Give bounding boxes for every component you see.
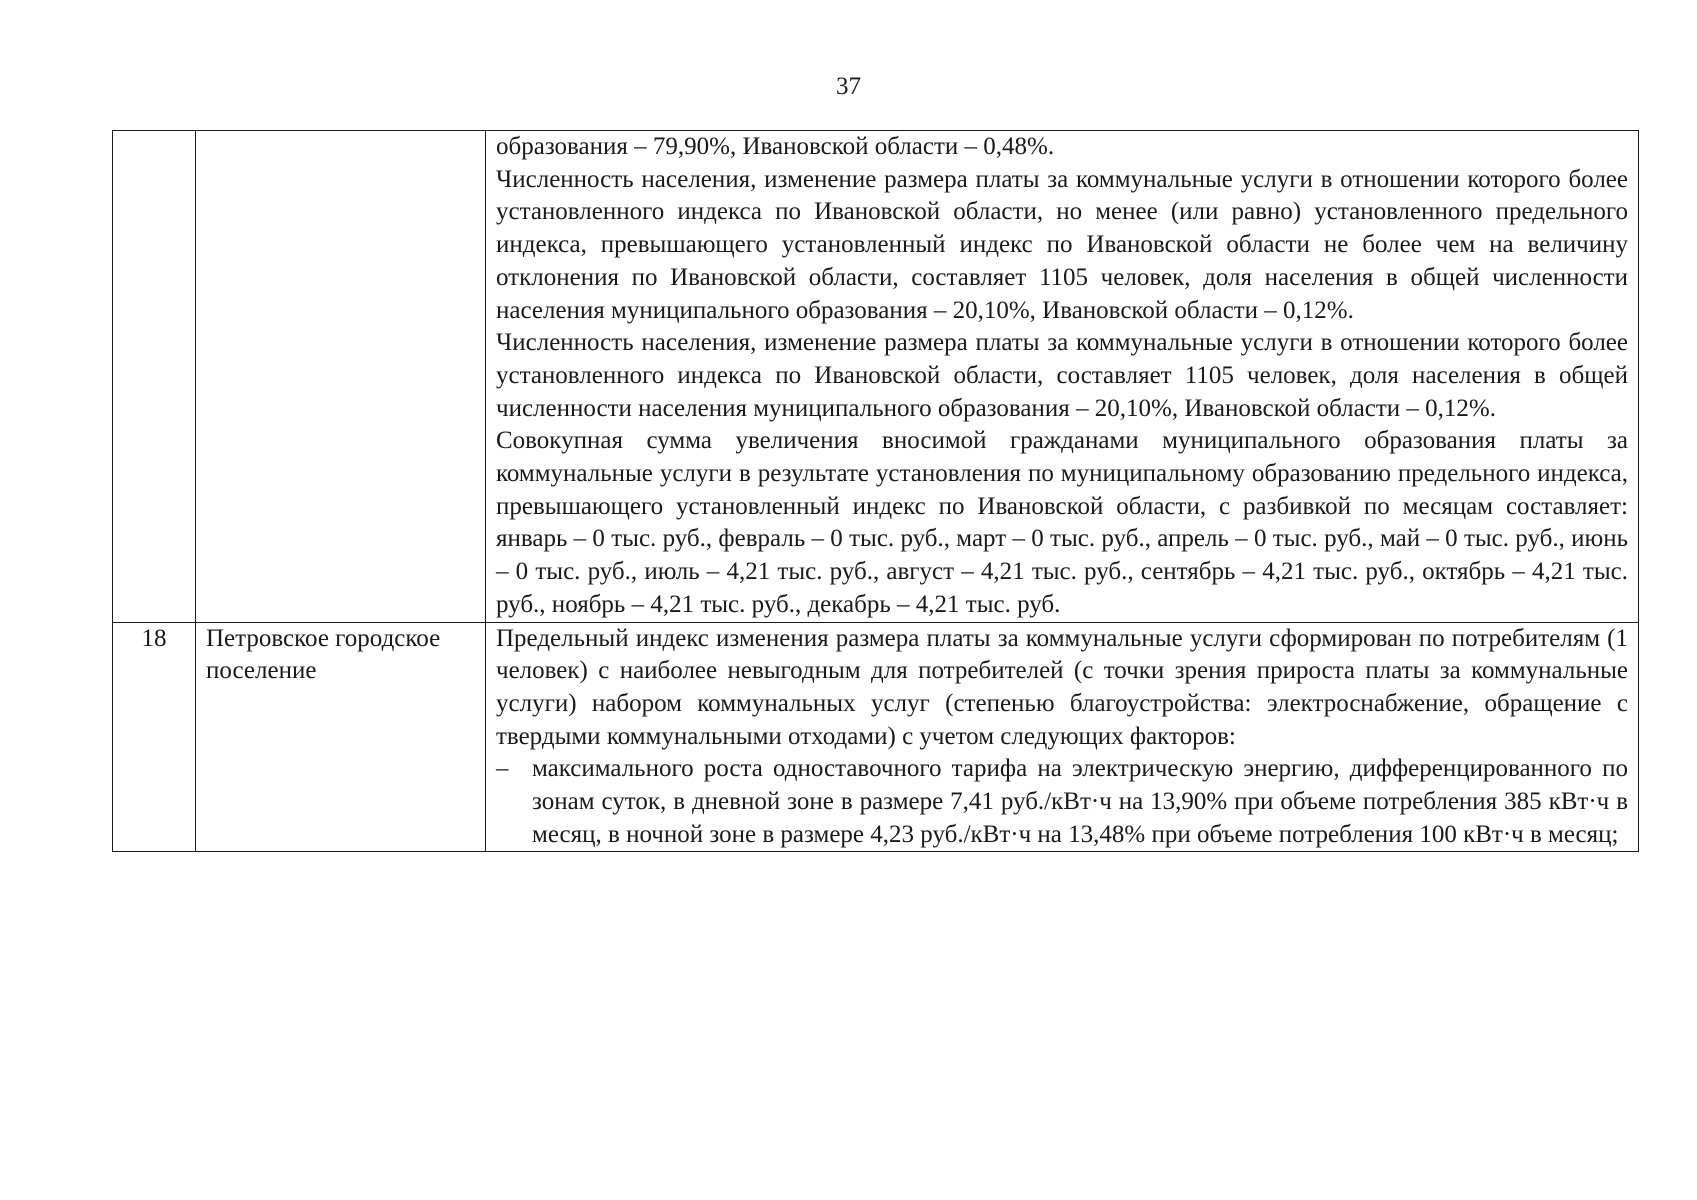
row-number-cell <box>113 131 196 623</box>
bullet-text: максимального роста одноставочного тарифа на электрическую энергию, дифференцированного по зонам суток, в дневной зоне в размере 7,41 руб./кВт·ч на 13,90% при объеме потребления 385 кВт·ч в месяц, в ночной зоне в размере 4,23 руб./кВт·ч на 13,48% при объеме потребления 100 кВт·ч в месяц; <box>532 755 1628 848</box>
paragraph: образования – 79,90%, Ивановской области – 0,48%. <box>496 133 1055 160</box>
table-row <box>113 622 1639 852</box>
paragraph: Совокупная сумма увеличения вносимой гражданами муниципального образования платы за коммунальные услуги в результате установления по муниципальному образованию предельного индекса, превышающего установленный индекс по Ивановской области, с разбивкой по месяцам составляет: январь – 0 тыс. руб., февраль – 0 тыс. руб., март – 0 тыс. руб., апрель – 0 тыс. руб., май – 0 тыс. руб., июнь – 0 тыс. руб., июль – 4,21 тыс. руб., август – 4,21 тыс. руб., сентябрь – 4,21 тыс. руб., октябрь – 4,21 тыс. руб., ноябрь – 4,21 тыс. руб., декабрь – 4,21 тыс. руб. <box>496 427 1628 618</box>
description-cell <box>486 131 1639 623</box>
paragraph: Численность населения, изменение размера платы за коммунальные услуги в отношении которого более установленного индекса по Ивановской области, составляет 1105 человек, доля населения в общей численности населения муниципального образования – 20,10%, Ивановской области – 0,12%. <box>496 329 1628 422</box>
bullet-dash: – <box>496 755 509 783</box>
municipality-name-cell: Петровское городское поселение <box>196 622 486 852</box>
table-row <box>113 131 1639 623</box>
municipality-name-cell <box>196 131 486 623</box>
description-cell <box>486 622 1639 852</box>
document-table <box>112 130 1639 852</box>
paragraph: Предельный индекс изменения размера платы за коммунальные услуги сформирован по потребителям (1 человек) с наиболее невыгодным для потребителей (с точки зрения прироста платы за коммунальные услуги) набором коммунальных услуг (степенью благоустройства: электроснабжение, обращение с твердыми коммунальными отходами) с учетом следующих факторов: <box>496 624 1628 750</box>
row-number-cell: 18 <box>113 622 196 852</box>
bullet-item <box>496 753 1628 851</box>
paragraph: Численность населения, изменение размера платы за коммунальные услуги в отношении которого более установленного индекса по Ивановской области, но менее (или равно) установленного предельного индекса, превышающего установленный индекс по Ивановской области не более чем на величину отклонения по Ивановской области, составляет 1105 человек, доля населения в общей численности населения муниципального образования – 20,10%, Ивановской области – 0,12%. <box>496 165 1628 324</box>
page-number: 37 <box>836 73 861 100</box>
